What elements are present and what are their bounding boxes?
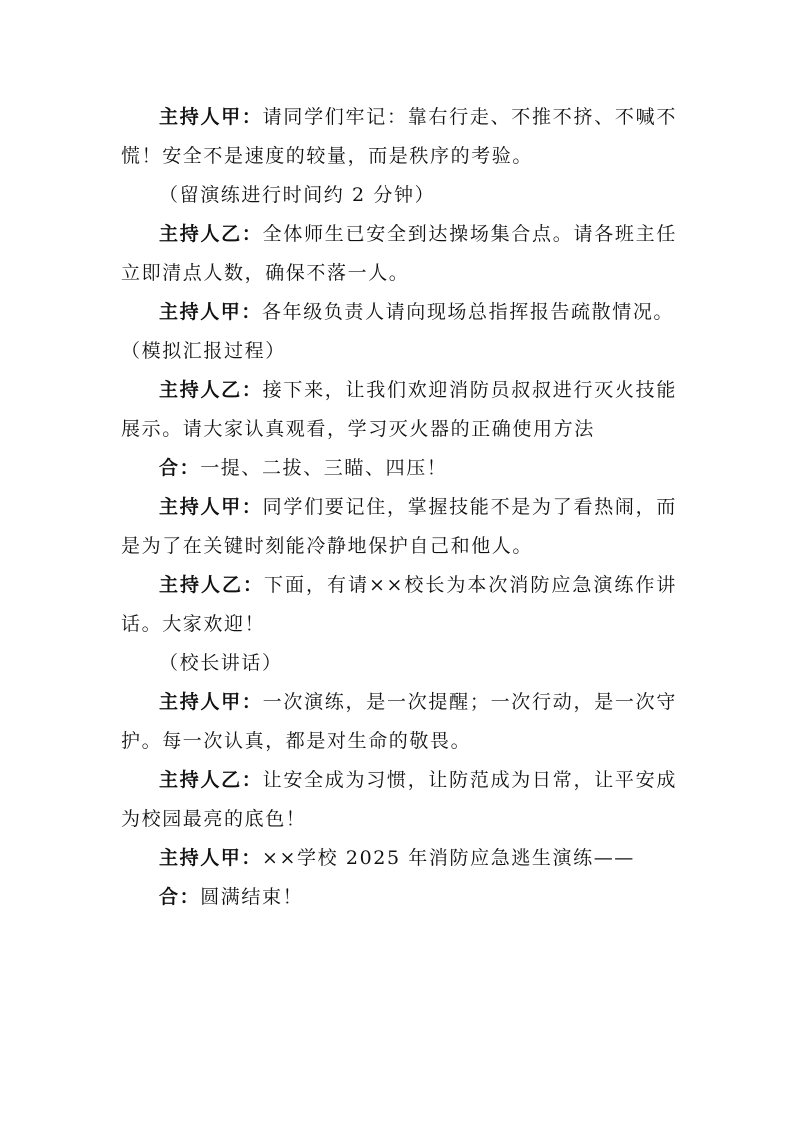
- stage-note: [121, 176, 677, 215]
- paragraph: [121, 488, 677, 566]
- note-text: （校长讲话）: [159, 652, 283, 674]
- speaker-label: 主持人甲：: [159, 106, 263, 128]
- paragraph: [121, 839, 677, 878]
- speaker-label: 主持人乙：: [159, 769, 263, 791]
- speech-text: 一提、二拔、三瞄、四压！: [200, 457, 448, 479]
- note-text: （模拟汇报过程）: [121, 340, 286, 362]
- speaker-label: 主持人甲：: [159, 301, 263, 323]
- speaker-label: 主持人乙：: [159, 223, 263, 245]
- speaker-label: 主持人甲：: [159, 691, 263, 713]
- speaker-label: 主持人乙：: [159, 574, 264, 596]
- script-body: [121, 98, 677, 917]
- speech-text: 圆满结束！: [200, 886, 304, 908]
- paragraph: [121, 98, 677, 176]
- speech-text: 各年级负责人请向现场总指挥报告疏散情况。: [262, 301, 675, 323]
- paragraph: [121, 293, 677, 332]
- speech-text: 下面，有请××校长为本次消防应急演练作讲话。大家欢迎！: [121, 574, 677, 635]
- speaker-label: 主持人甲：: [159, 847, 263, 869]
- speech-text: ××学校 2025 年消防应急逃生演练——: [262, 847, 635, 869]
- speaker-label: 合：: [159, 886, 201, 908]
- speaker-label: 主持人乙：: [159, 379, 263, 401]
- paragraph: [121, 566, 677, 644]
- speech-text: 接下来，让我们欢迎消防员叔叔进行灭火技能展示。请大家认真观看，学习灭火器的正确使用方法: [121, 379, 677, 440]
- paragraph: [121, 449, 677, 488]
- paragraph: [121, 878, 677, 917]
- note-text: （留演练进行时间约 2 分钟）: [159, 184, 436, 206]
- speech-text: 请同学们牢记：靠右行走、不推不挤、不喊不慌！安全不是速度的较量，而是秩序的考验。: [121, 106, 677, 167]
- paragraph: [121, 371, 677, 449]
- stage-note: [121, 332, 677, 371]
- speaker-label: 合：: [159, 457, 201, 479]
- speaker-label: 主持人甲：: [159, 496, 263, 518]
- stage-note: [121, 644, 677, 683]
- paragraph: [121, 761, 677, 839]
- paragraph: [121, 683, 677, 761]
- speech-text: 让安全成为习惯，让防范成为日常，让平安成为校园最亮的底色！: [121, 769, 677, 830]
- speech-text: 一次演练，是一次提醒；一次行动，是一次守护。每一次认真，都是对生命的敬畏。: [121, 691, 677, 752]
- speech-text: 同学们要记住，掌握技能不是为了看热闹，而是为了在关键时刻能冷静地保护自己和他人。: [121, 496, 677, 557]
- speech-text: 全体师生已安全到达操场集合点。请各班主任立即清点人数，确保不落一人。: [121, 223, 677, 284]
- paragraph: [121, 215, 677, 293]
